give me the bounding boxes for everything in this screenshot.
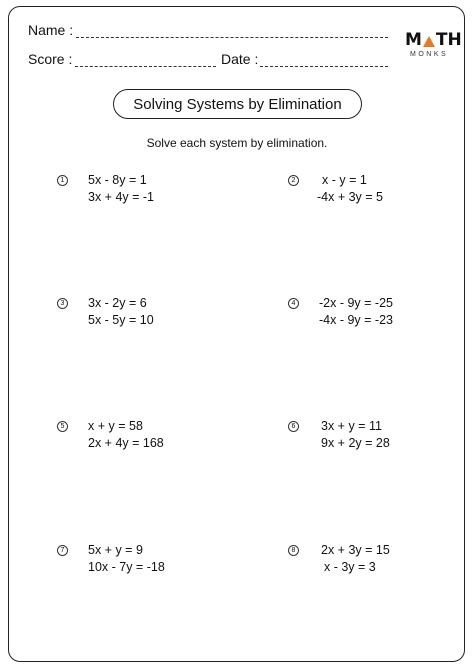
equation-2: 2x + 4y = 168 <box>88 436 164 450</box>
problem-number: 7 <box>57 545 68 556</box>
math-monks-logo <box>405 30 462 58</box>
equation-2: x - 3y = 3 <box>324 560 376 574</box>
score-field[interactable] <box>75 66 216 67</box>
equation-1: 5x + y = 9 <box>88 543 143 557</box>
equation-1: 2x + 3y = 15 <box>321 543 390 557</box>
date-label: Date : <box>221 51 259 67</box>
equation-1: -2x - 9y = -25 <box>319 296 393 310</box>
logo-letter-m: M <box>405 30 422 50</box>
equation-2: 3x + 4y = -1 <box>88 190 155 204</box>
worksheet-title <box>113 89 362 119</box>
equation-2: -4x + 3y = 5 <box>317 190 384 204</box>
problem-number: 1 <box>57 175 68 186</box>
equation-2: 9x + 2y = 28 <box>321 436 390 450</box>
logo-triangle-icon <box>423 36 435 47</box>
name-field[interactable] <box>76 37 388 38</box>
equation-1: 3x + y = 11 <box>321 419 382 433</box>
logo-subtitle: MONKS <box>410 51 449 58</box>
problem-number: 5 <box>57 421 68 432</box>
problem-number: 2 <box>288 175 299 186</box>
problem-number: 8 <box>288 545 299 556</box>
worksheet-title-text: Solving Systems by Elimination <box>133 95 342 113</box>
problem-number: 4 <box>288 298 299 309</box>
date-field[interactable] <box>260 66 388 67</box>
equation-2: 5x - 5y = 10 <box>88 313 154 327</box>
problem-number: 6 <box>288 421 299 432</box>
equation-1: x + y = 58 <box>88 419 143 433</box>
equation-2: -4x - 9y = -23 <box>319 313 393 327</box>
equation-1: 5x - 8y = 1 <box>88 173 147 187</box>
equation-2: 10x - 7y = -18 <box>88 560 165 574</box>
equation-1: 3x - 2y = 6 <box>88 296 147 310</box>
logo-letters-th: TH <box>435 30 462 50</box>
score-label: Score : <box>28 51 73 67</box>
equation-1: x - y = 1 <box>322 173 367 187</box>
problem-number: 3 <box>57 298 68 309</box>
instructions: Solve each system by elimination. <box>146 136 328 150</box>
name-label: Name : <box>28 22 74 38</box>
